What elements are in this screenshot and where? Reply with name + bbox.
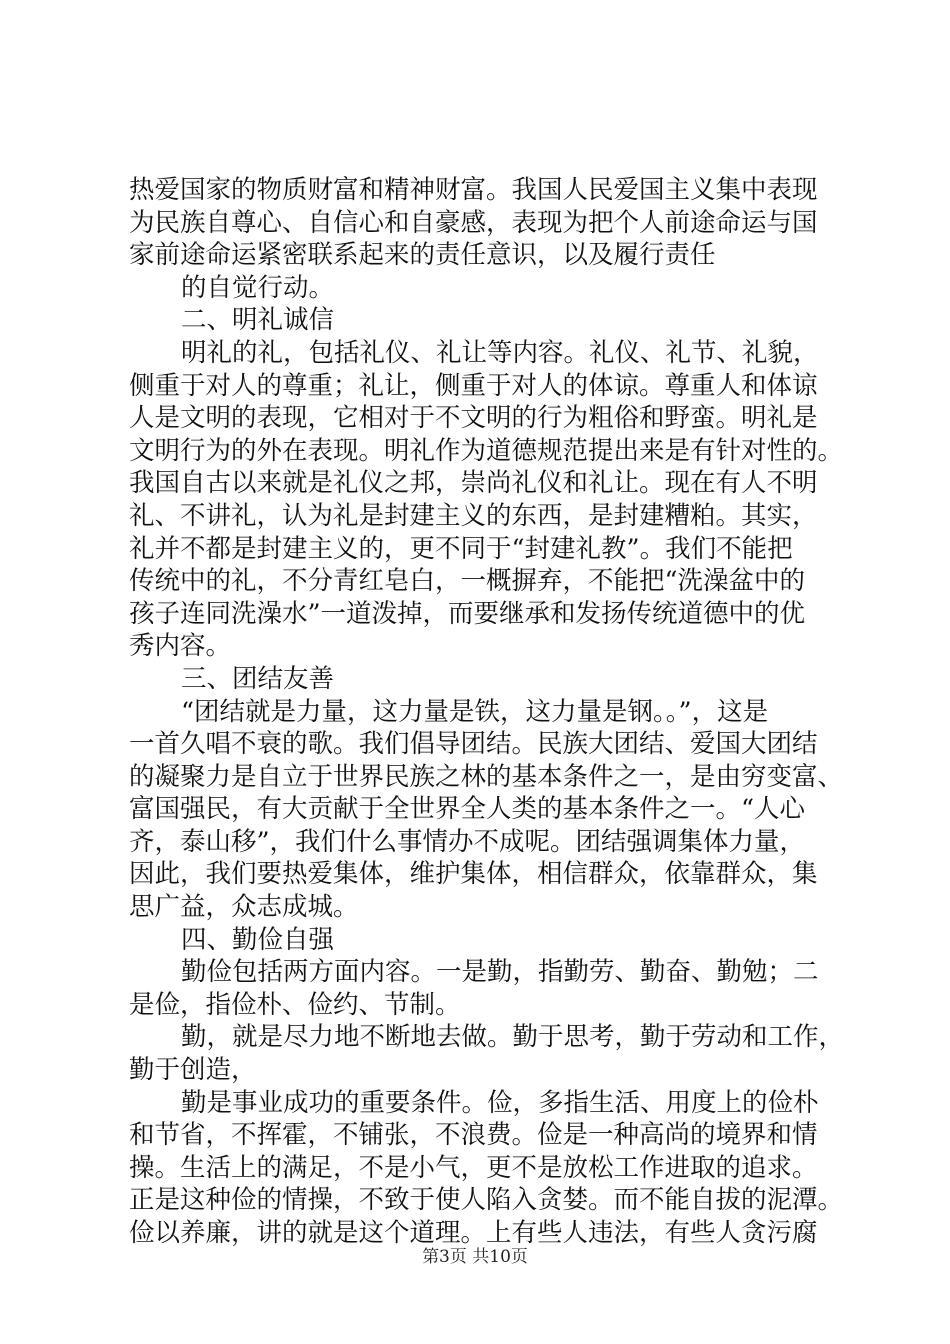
text-line: “团结就是力量，这力量是铁，这力量是钢。。”，这是 — [181, 696, 769, 727]
document-body — [129, 174, 849, 1250]
text-line: 二、明礼诚信 — [181, 305, 335, 336]
text-line: 俭以养廉，讲的就是这个道理。上有些人违法，有些人贪污腐 — [129, 1218, 818, 1248]
text-line: 齐，泰山移”，我们什么事情办不成呢。团结强调集体力量， — [129, 826, 806, 857]
text-line: 因此，我们要热爱集体，维护集体，相信群众，依靠群众，集 — [129, 859, 818, 890]
text-line: 文明行为的外在表现。明礼作为道德规范提出来是有针对性的。 — [129, 435, 844, 466]
text-line: 的自觉行动。 — [181, 272, 335, 303]
text-line: 是俭，指俭朴、俭约、节制。 — [129, 989, 461, 1020]
text-line: 富国强民，有大贡献于全世界全人类的基本条件之一。“人心 — [129, 794, 806, 825]
text-line: 勤于创造， — [129, 1055, 257, 1086]
text-line: 的凝聚力是自立于世界民族之林的基本条件之一，是由穷变富、 — [129, 761, 844, 792]
text-line: 为民族自尊心、自信心和自豪感，表现为把个人前途命运与国 — [129, 207, 818, 238]
text-line: 和节省，不挥霍，不铺张，不浪费。俭是一种高尚的境界和情 — [129, 1120, 818, 1151]
text-line: 思广益，众志成城。 — [129, 892, 359, 923]
text-line: 操。生活上的满足，不是小气，更不是放松工作进取的追求。 — [129, 1152, 818, 1183]
text-line: 明礼的礼，包括礼仪、礼让等内容。礼仪、礼节、礼貌， — [181, 337, 819, 368]
text-line: 勤，就是尽力地不断地去做。勤于思考，勤于劳动和工作， — [181, 1022, 845, 1053]
text-line: 传统中的礼，不分青红皂白，一概摒弃，不能把“洗澡盆中的 — [129, 566, 806, 597]
text-line: 侧重于对人的尊重；礼让，侧重于对人的体谅。尊重人和体谅 — [129, 370, 818, 401]
text-line: 勤俭包括两方面内容。一是勤，指勤劳、勤奋、勤勉；二 — [181, 957, 819, 988]
text-line: 家前途命运紧密联系起来的责任意识，以及履行责任 — [129, 240, 716, 271]
text-line: 礼、不讲礼，认为礼是封建主义的东西，是封建糟粕。其实， — [129, 500, 818, 531]
text-line: 礼并不都是封建主义的，更不同于“封建礼教”。我们不能把 — [129, 533, 793, 564]
text-line: 三、团结友善 — [181, 663, 335, 694]
text-line: 四、勤俭自强 — [181, 924, 335, 955]
text-line: 一首久唱不衰的歌。我们倡导团结。民族大团结、爱国大团结 — [129, 729, 818, 760]
text-line: 孩子连同洗澡水”一道泼掉，而要继承和发扬传统道德中的优 — [129, 598, 806, 629]
text-line: 正是这种俭的情操，不致于使人陷入贪婪。而不能自拔的泥潭。 — [129, 1185, 844, 1216]
text-line: 我国自古以来就是礼仪之邦，崇尚礼仪和礼让。现在有人不明 — [129, 468, 818, 499]
text-line: 热爱国家的物质财富和精神财富。我国人民爱国主义集中表现 — [129, 175, 818, 205]
text-line: 人是文明的表现，它相对于不文明的行为粗俗和野蛮。明礼是 — [129, 403, 818, 434]
page-footer: 第3页 共10页 — [422, 1247, 528, 1267]
text-line: 秀内容。 — [129, 631, 232, 662]
text-line: 勤是事业成功的重要条件。俭，多指生活、用度上的俭朴 — [181, 1087, 819, 1118]
